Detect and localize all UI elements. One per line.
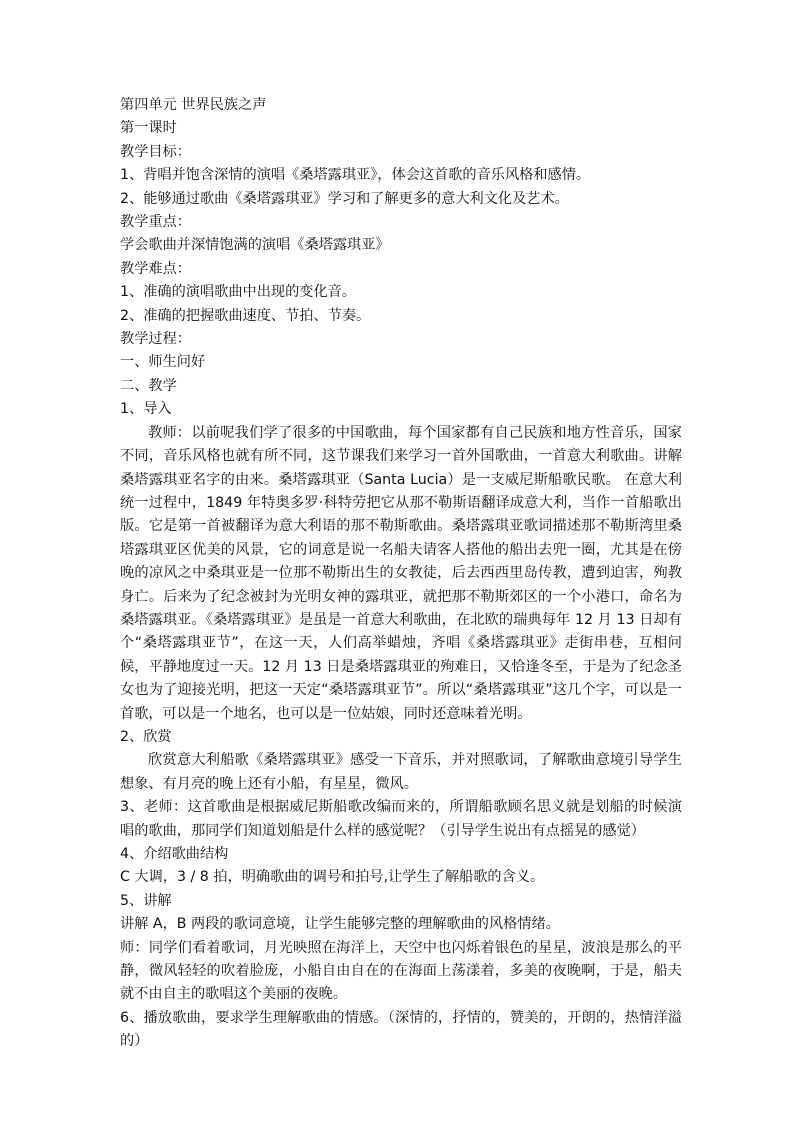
lesson-title: 第一课时 bbox=[120, 120, 177, 137]
step-paragraph: 教师：以前呢我们学了很多的中国歌曲，每个国家都有自己民族和地方性音乐，国家不同，音乐风格也就有所不同，这节课我们来学习一首外国歌曲，一首意大利歌曲。讲解桑塔露琪亚名字的由来。桑塔露琪亚（Santa Lucia）是一支威尼斯船歌民歌。 在意大利统一过程中，1849 年特奥多罗·科特劳把它从那不勒斯语翻译成意大利，当作一首船歌出版。它是第一首被翻译为意大利语的那不勒斯歌曲。桑塔露琪亚歌词描述那不勒斯湾里桑塔露琪亚区优美的风景，它的词意是说一名船夫请客人搭他的船出去兜一圈，尤其是在傍晚的凉风之中桑琪亚是一位那不勒斯出生的女教徒，后去西西里岛传教，遭到迫害，殉教身亡。后来为了纪念被封为光明女神的露琪亚，就把那不勒斯郊区的一个小港口，命名为桑塔露琪亚。《桑塔露琪亚》是虽是一首意大利歌曲，在北欧的瑞典每年 12 月 13 日却有个“桑塔露琪亚节”，在这一天，人们高举蜡烛，齐唱《桑塔露琪亚》走街串巷，互相问候，平静地度过一天。12 月 13 日是桑塔露琪亚的殉难日，又恰逢冬至，于是为了纪念圣女也为了迎接光明，把这一天定“桑塔露琪亚节”。所以“桑塔露琪亚”这几个字，可以是一首歌，可以是一个地名，也可以是一位姑娘，同时还意味着光明。 bbox=[120, 424, 682, 722]
difficulty-item: 2、准确的把握歌曲速度、节拍、节奏。 bbox=[120, 307, 371, 324]
step-paragraph: 6、播放歌曲，要求学生理解歌曲的情感。（深情的，抒情的，赞美的，开朗的，热情洋溢的） bbox=[120, 1009, 682, 1050]
step-title: 1、导入 bbox=[120, 401, 172, 418]
step-paragraph: 欣赏意大利船歌《桑塔露琪亚》感受一下音乐，并对照歌词，了解歌曲意境引导学生想象、有月亮的晚上还有小船，有星星，微风。 bbox=[120, 752, 682, 792]
key-points-heading: 教学重点： bbox=[120, 214, 191, 231]
step-paragraph: 师：同学们看着歌词，月光映照在海洋上，天空中也闪烁着银色的星星，波浪是那么的平静，微风轻轻的吹着脸庞，小船自由自在的在海面上荡漾着，多美的夜晚啊，于是，船夫就不由自主的歌唱这个美丽的夜晚。 bbox=[120, 939, 682, 1003]
objectives-heading: 教学目标： bbox=[120, 143, 191, 160]
step-title: 4、介绍歌曲结构 bbox=[120, 846, 229, 862]
unit-title: 第四单元 世界民族之声 bbox=[120, 97, 267, 113]
step-paragraph: 3、老师：这首歌曲是根据威尼斯船歌改编而来的，所谓船歌顾名思义就是划船的时候演唱的歌曲，那同学们知道划船是什么样的感觉呢？（引导学生说出有点摇晃的感觉） bbox=[120, 799, 682, 839]
step-paragraph: C 大调，3 / 8 拍，明确歌曲的调号和拍号,让学生了解船歌的含义。 bbox=[120, 869, 545, 886]
step-paragraph: 讲解 A，B 两段的歌词意境，让学生能够完整的理解歌曲的风格情绪。 bbox=[120, 916, 560, 933]
section-heading: 二、教学 bbox=[120, 377, 177, 394]
process-heading: 教学过程： bbox=[120, 331, 191, 348]
difficulty-item: 1、准确的演唱歌曲中出现的变化音。 bbox=[120, 284, 357, 301]
key-points-text: 学会歌曲并深情饱满的演唱《桑塔露琪亚》 bbox=[120, 237, 390, 254]
step-title: 5、讲解 bbox=[120, 892, 172, 909]
section-heading: 一、师生问好 bbox=[120, 354, 206, 371]
document-page bbox=[120, 94, 682, 1054]
objective-item: 1、背唱并饱含深情的演唱《桑塔露琪亚》，体会这首歌的音乐风格和感情。 bbox=[120, 167, 591, 184]
objective-item: 2、能够通过歌曲《桑塔露琪亚》学习和了解更多的意大利文化及艺术。 bbox=[120, 190, 569, 207]
difficulties-heading: 教学难点： bbox=[120, 260, 191, 277]
step-title: 2、欣赏 bbox=[120, 728, 172, 745]
